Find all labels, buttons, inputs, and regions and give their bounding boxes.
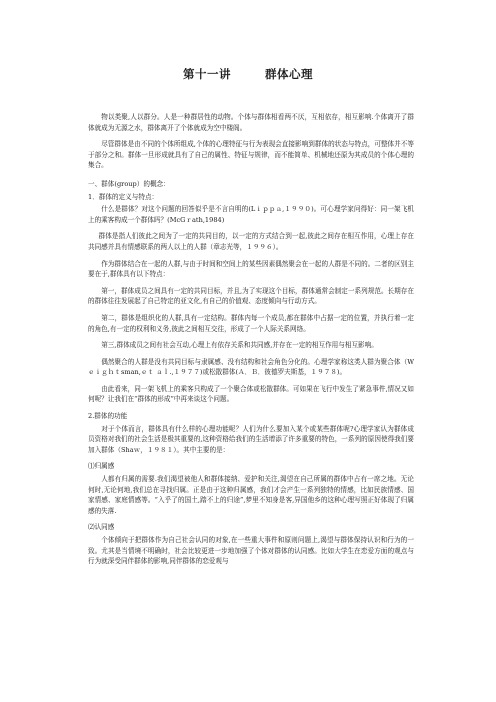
paragraph: 物以类聚,人以群分。人是一种群居性的动物。个体与群体相看两不厌，互相依存，相互影响.个体离开了群体就成为无源之水，群体离开了个体就成为空中楼阁。 [88,113,414,132]
paragraph: 由此看来，同一架飞机上的乘客只构成了一个聚合体或松散群体。可如果在飞行中发生了紧急事件,情况又如何呢？让我们在“群体的形成”中再来谈这个问题。 [88,384,414,404]
paragraph: 个体倾向于把群体作为自己社会认同的对象,在一些重大事件和原则问题上,渴望与群体保持认识和行为的一致。尤其是当情境不明确时，社会比较更进一步地加强了个体对群体的认同感。比如大学生在恋爱方面的观点与行为就深受同伴群体的影响,同伴群体的恋爱观与 [88,536,414,566]
section-heading: 一、群体(group）的概念： [88,179,170,188]
paragraph: 偶然聚合的人群是没有共同目标与隶属感、没有结构和社会角色分化的。心理学家称这类人群为聚合体（Wｅｉｇｈｔsman,ｅｔ ａｌ.,１９７７)或松散群体(Ａ．Ｂ．彼德罗夫斯基，１９７８)。 [88,357,414,377]
lecture-topic: 群体心理 [265,67,313,81]
paragraph: 什么是群体？对这个问题的回答似乎是不言自明的(Lｉｐｐａ,１９９０)。可心理学家问得好：同一架飞机上的乘客构成一个群体吗？(McGｒath,1984) [88,205,414,224]
list-heading: ⑴归属感 [88,462,115,471]
lecture-number: 第十一讲 [183,67,231,81]
paragraph: 第一，群体成员之间具有一定的共同目标，并且,为了实现这个目标，群体通常会制定一系列规范。长期存在的群体往往发展起了自己特定的亚文化,有自己的价值观、态度倾向与行动方式。 [88,286,414,306]
subsection-heading: 1．群体的定义与特点： [88,192,159,201]
list-heading: ⑵认同感 [88,523,115,532]
paragraph: 人都有归属的需要.我们渴望被他人和群体接纳、爱护和关注,渴望在自己所属的群体中占有一席之地。无论何时,无论何地,我们总在寻找归属。正是由于这种归属感，我们才会产生一系列独特的情感，比如民族情感、国家情感、家庭情感等。“入乎了的国土,踏不上的归途”,梦里不知身是客,异国他乡的这种心理写照正好体现了归属感的失落. [88,475,414,515]
page-title [0,66,496,82]
document-body [88,112,414,573]
subsection-heading: 2.群体的功能 [88,412,128,421]
paragraph: 第三,群体成员之间有社会互动,心理上有依存关系和共同感,并存在一定的相互作用与相互影响。 [101,341,378,350]
paragraph: 尽管群体是由不同的个体所组成,个体的心理特征与行为表现会直接影响到群体的状态与特点，可整体并不等于部分之和。群体一旦形成就具有了自己的属性、特征与规律，而不能简单、机械地还原为其成员的个体心理的集合。 [88,140,414,170]
paragraph: 作为群体结合在一起的人群,与由于时间和空间上的某些因素偶然聚会在一起的人群是不同的。二者的区别主要在于,群体具有以下特点： [88,259,414,279]
paragraph: 群体是指人们彼此之间为了一定的共同目的，以一定的方式结合到一起,彼此之间存在相互作用，心理上存在共同感并具有情感联系的两人以上的人群（章志光等，１９９６）。 [88,232,414,251]
paragraph: 第二，群体是组织化的人群,具有一定结构。群体内每一个成员,都在群体中占据一定的位置，并执行着一定的角色,有一定的权利和义务,彼此之间相互交往，形成了一个人际关系网络。 [88,313,414,333]
paragraph: 对于个体而言，群体具有什么样的心理功能呢？人们为什么要加入某个或某些群体呢?心理学家认为群体成员资格对我们的社会生活是极其重要的,这种资格给我们的生活增添了许多重要的特色，一系列的原因使得我们要加入群体（Shaｗ，１９８１）。其中主要的是： [88,424,414,454]
